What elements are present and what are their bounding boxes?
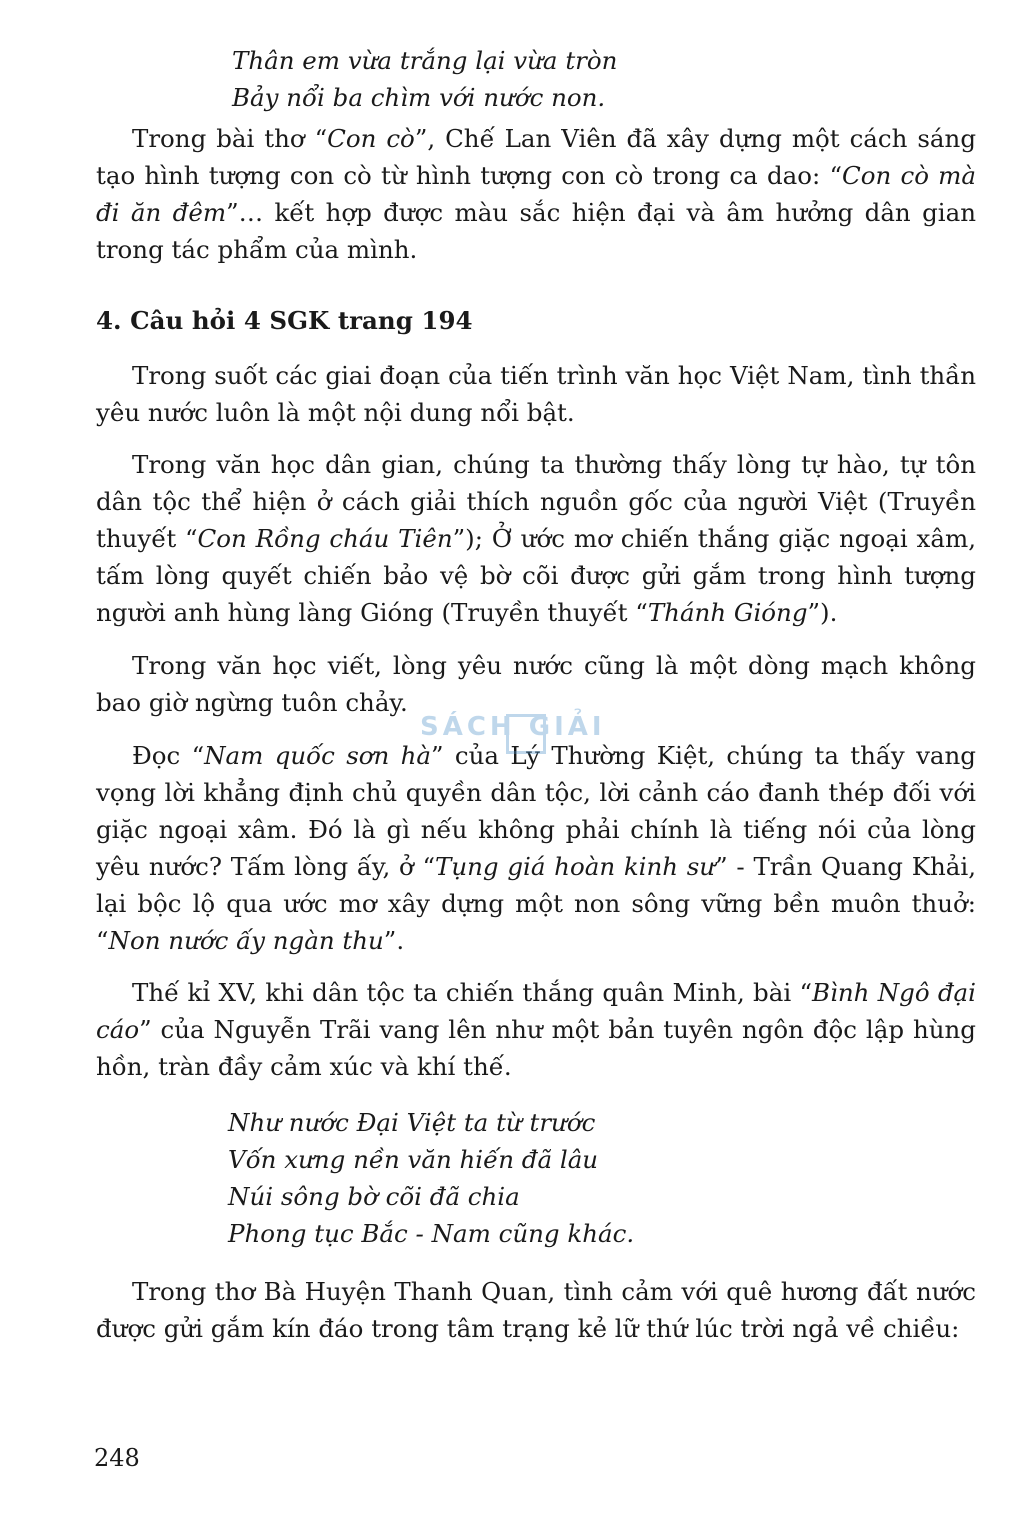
paragraph-van-hoc-viet: Trong văn học viết, lòng yêu nước cũng là một dòng mạch không bao giờ ngừng tuôn chảy. — [96, 651, 976, 717]
paragraph-con-co: Trong bài thơ “Con cò”, Chế Lan Viên đã xây dựng một cách sáng tạo hình tượng con cò từ hình tượng con cò trong ca dao: “Con cò mà đi ăn đêm”… kết hợp được màu sắc hiện đại và âm hưởng dân gian trong tác phẩm của mình. — [96, 124, 976, 264]
verse-line: Bảy nổi ba chìm với nước non. — [232, 83, 606, 112]
verse-top — [232, 42, 617, 116]
verse-line: Vốn xưng nền văn hiến đã lâu — [228, 1145, 599, 1174]
paragraph-dan-gian: Trong văn học dân gian, chúng ta thường thấy lòng tự hào, tự tôn dân tộc thể hiện ở cách giải thích nguồn gốc của người Việt (Truyền thuyết “Con Rồng cháu Tiên”); Ở ước mơ chiến thắng giặc ngoại xâm, tấm lòng quyết chiến bảo vệ bờ cõi được gửi gắm trong hình tượng người anh hùng làng Gióng (Truyền thuyết “Thánh Gióng”). — [96, 450, 976, 627]
section-heading: 4. Câu hỏi 4 SGK trang 194 — [96, 306, 473, 335]
verse-binh-ngo — [228, 1104, 634, 1252]
verse-line: Núi sông bờ cõi đã chia — [228, 1182, 520, 1211]
paragraph-intro: Trong suốt các giai đoạn của tiến trình văn học Việt Nam, tình thần yêu nước luôn là một nội dung nổi bật. — [96, 361, 976, 427]
verse-line: Phong tục Bắc - Nam cũng khác. — [228, 1219, 635, 1248]
verse-line: Như nước Đại Việt ta từ trước — [228, 1108, 596, 1137]
page-number: 248 — [94, 1444, 140, 1472]
verse-line: Thân em vừa trắng lại vừa tròn — [232, 46, 618, 75]
watermark-text: SÁCH GIẢI — [420, 712, 606, 742]
paragraph-nam-quoc-son-ha: Đọc “Nam quốc sơn hà” của Lý Thường Kiệt, chúng ta thấy vang vọng lời khẳng định chủ quyền dân tộc, lời cảnh cáo đanh thép đối với giặc ngoại xâm. Đó là gì nếu không phải chính là tiếng nói của lòng yêu nước? Tấm lòng ấy, ở “Tụng giá hoàn kinh sư” - Trần Quang Khải, lại bộc lộ qua ước mơ xây dựng một non sông vững bền muôn thuở: “Non nước ấy ngàn thu”. — [96, 741, 977, 955]
paragraph-binh-ngo: Thế kỉ XV, khi dân tộc ta chiến thắng quân Minh, bài “Bình Ngô đại cáo” của Nguyễn Trãi vang lên như một bản tuyên ngôn độc lập hùng hồn, tràn đầy cảm xúc và khí thế. — [96, 978, 976, 1081]
paragraph-ba-huyen-thanh-quan: Trong thơ Bà Huyện Thanh Quan, tình cảm với quê hương đất nước được gửi gắm kín đáo trong tâm trạng kẻ lữ thứ lúc trời ngả về chiều: — [96, 1277, 976, 1343]
